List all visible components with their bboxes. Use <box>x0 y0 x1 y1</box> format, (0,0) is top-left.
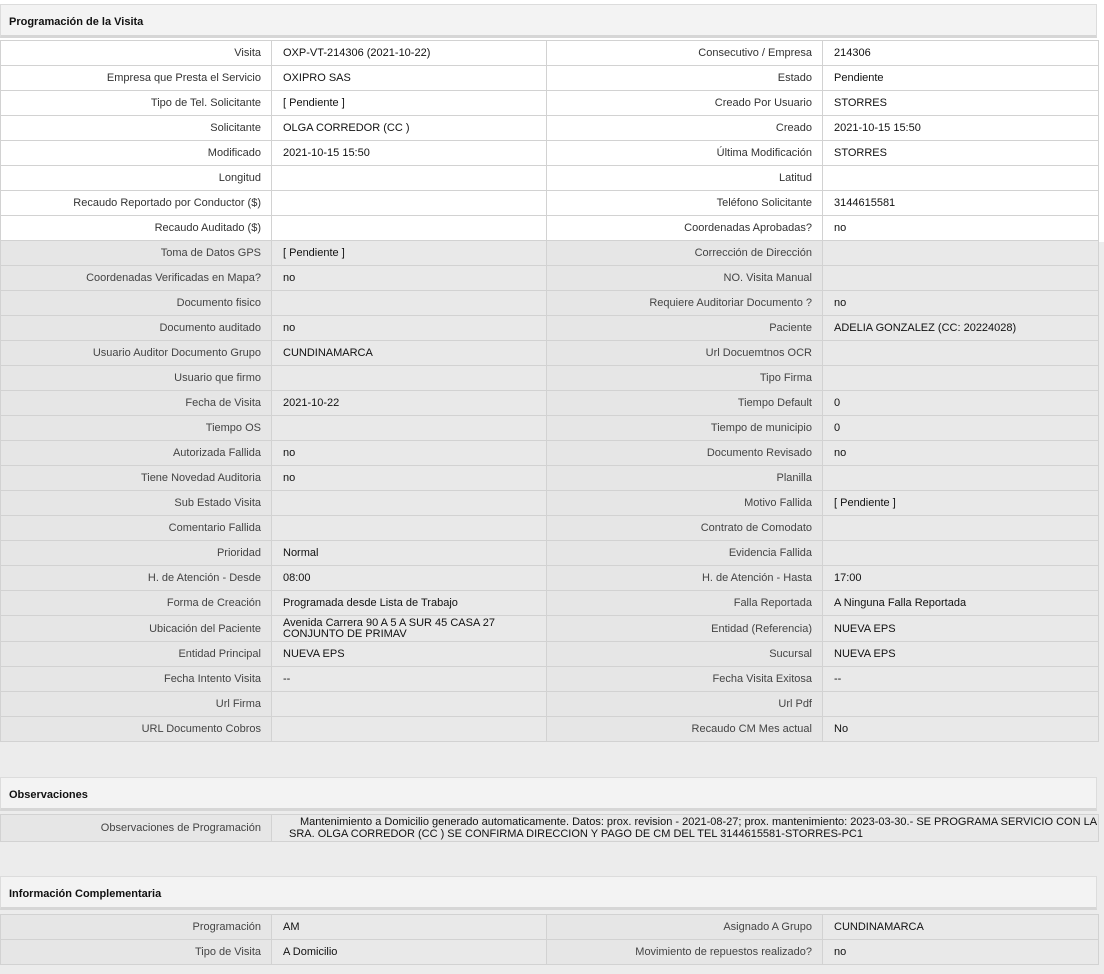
field-label: Tipo Firma <box>547 366 823 391</box>
field-row <box>1 541 1099 566</box>
field-value: Normal <box>272 541 547 566</box>
field-label: Movimiento de repuestos realizado? <box>547 940 823 965</box>
field-value: no <box>272 441 547 466</box>
field-label: Planilla <box>547 466 823 491</box>
field-row <box>1 66 1099 91</box>
field-value: STORRES <box>823 91 1099 116</box>
field-value: 2021-10-15 15:50 <box>823 116 1099 141</box>
field-value: OXIPRO SAS <box>272 66 547 91</box>
field-value: 2021-10-22 <box>272 391 547 416</box>
field-label: Url Docuemtnos OCR <box>547 341 823 366</box>
field-value: [ Pendiente ] <box>272 91 547 116</box>
field-label: Empresa que Presta el Servicio <box>1 66 272 91</box>
field-label: Evidencia Fallida <box>547 541 823 566</box>
field-row <box>1 667 1099 692</box>
field-label: Coordenadas Verificadas en Mapa? <box>1 266 272 291</box>
field-label: Forma de Creación <box>1 591 272 616</box>
field-label: Recaudo CM Mes actual <box>547 717 823 742</box>
field-label: Latitud <box>547 166 823 191</box>
field-label: Paciente <box>547 316 823 341</box>
field-row <box>1 166 1099 191</box>
field-value: Pendiente <box>823 66 1099 91</box>
field-label: Ubicación del Paciente <box>1 616 272 642</box>
field-value: No <box>823 717 1099 742</box>
field-label: Tiempo de municipio <box>547 416 823 441</box>
field-value: 08:00 <box>272 566 547 591</box>
field-row <box>1 591 1099 616</box>
field-value <box>272 416 547 441</box>
field-row <box>1 141 1099 166</box>
field-label: Usuario Auditor Documento Grupo <box>1 341 272 366</box>
field-value: CUNDINAMARCA <box>823 915 1099 940</box>
field-label: Fecha Intento Visita <box>1 667 272 692</box>
field-row <box>1 491 1099 516</box>
field-label: Tipo de Visita <box>1 940 272 965</box>
field-label: Tiempo Default <box>547 391 823 416</box>
field-row <box>1 366 1099 391</box>
field-label: Falla Reportada <box>547 591 823 616</box>
field-row <box>1 216 1099 241</box>
observaciones-table <box>0 814 1099 842</box>
field-value <box>272 166 547 191</box>
field-label: Documento Revisado <box>547 441 823 466</box>
field-label: Longitud <box>1 166 272 191</box>
field-value <box>823 166 1099 191</box>
field-value: NUEVA EPS <box>823 642 1099 667</box>
field-value: no <box>272 266 547 291</box>
field-label: Corrección de Dirección <box>547 241 823 266</box>
field-value: Programada desde Lista de Trabajo <box>272 591 547 616</box>
field-row <box>1 41 1099 66</box>
field-label: Autorizada Fallida <box>1 441 272 466</box>
field-label: URL Documento Cobros <box>1 717 272 742</box>
field-value: A Ninguna Falla Reportada <box>823 591 1099 616</box>
field-label: Recaudo Auditado ($) <box>1 216 272 241</box>
observaciones-value <box>272 815 1099 842</box>
field-value <box>823 341 1099 366</box>
field-value: [ Pendiente ] <box>272 241 547 266</box>
field-label: Estado <box>547 66 823 91</box>
field-value: 17:00 <box>823 566 1099 591</box>
field-value <box>823 241 1099 266</box>
field-value: 2021-10-15 15:50 <box>272 141 547 166</box>
field-label: Tiempo OS <box>1 416 272 441</box>
field-row <box>1 391 1099 416</box>
field-row <box>1 441 1099 466</box>
field-row <box>1 291 1099 316</box>
field-label: Consecutivo / Empresa <box>547 41 823 66</box>
field-row <box>1 717 1099 742</box>
field-value: -- <box>272 667 547 692</box>
field-value <box>823 366 1099 391</box>
field-label: Creado <box>547 116 823 141</box>
field-value: no <box>823 291 1099 316</box>
field-row <box>1 266 1099 291</box>
field-row <box>1 466 1099 491</box>
field-label: Entidad Principal <box>1 642 272 667</box>
field-row <box>1 91 1099 116</box>
field-value <box>272 717 547 742</box>
field-value <box>272 366 547 391</box>
field-row <box>1 692 1099 717</box>
field-value: no <box>823 216 1099 241</box>
field-label: H. de Atención - Desde <box>1 566 272 591</box>
field-value: ADELIA GONZALEZ (CC: 20224028) <box>823 316 1099 341</box>
section-header-programacion: Programación de la Visita <box>0 4 1097 38</box>
field-value: NUEVA EPS <box>823 616 1099 642</box>
field-value: [ Pendiente ] <box>823 491 1099 516</box>
field-value <box>823 516 1099 541</box>
field-row <box>1 516 1099 541</box>
field-label: Visita <box>1 41 272 66</box>
field-label: Modificado <box>1 141 272 166</box>
field-label: Última Modificación <box>547 141 823 166</box>
field-label: Coordenadas Aprobadas? <box>547 216 823 241</box>
observaciones-row <box>1 815 1099 842</box>
field-label: Asignado A Grupo <box>547 915 823 940</box>
field-label: NO. Visita Manual <box>547 266 823 291</box>
field-label: Sucursal <box>547 642 823 667</box>
section-header-observaciones: Observaciones <box>0 777 1097 811</box>
field-label: Comentario Fallida <box>1 516 272 541</box>
field-value: CUNDINAMARCA <box>272 341 547 366</box>
field-label: Fecha de Visita <box>1 391 272 416</box>
field-label: Documento auditado <box>1 316 272 341</box>
field-value: OLGA CORREDOR (CC ) <box>272 116 547 141</box>
field-value <box>823 692 1099 717</box>
field-value: no <box>272 466 547 491</box>
field-label: Url Pdf <box>547 692 823 717</box>
field-value: AM <box>272 915 547 940</box>
field-row <box>1 341 1099 366</box>
field-label: Requiere Auditoriar Documento ? <box>547 291 823 316</box>
field-label: Motivo Fallida <box>547 491 823 516</box>
field-row <box>1 241 1099 266</box>
field-label: Programación <box>1 915 272 940</box>
field-value: 0 <box>823 416 1099 441</box>
observaciones-label: Observaciones de Programación <box>1 815 272 842</box>
field-row <box>1 116 1099 141</box>
field-label: Toma de Datos GPS <box>1 241 272 266</box>
field-value: 214306 <box>823 41 1099 66</box>
programacion-table <box>0 40 1099 742</box>
field-value: no <box>272 316 547 341</box>
field-label: Contrato de Comodato <box>547 516 823 541</box>
field-row <box>1 191 1099 216</box>
field-row <box>1 316 1099 341</box>
field-label: Prioridad <box>1 541 272 566</box>
field-value <box>272 516 547 541</box>
field-label: Recaudo Reportado por Conductor ($) <box>1 191 272 216</box>
field-row <box>1 642 1099 667</box>
field-label: Sub Estado Visita <box>1 491 272 516</box>
field-value <box>272 491 547 516</box>
field-label: Tiene Novedad Auditoria <box>1 466 272 491</box>
field-row <box>1 566 1099 591</box>
field-value: OXP-VT-214306 (2021-10-22) <box>272 41 547 66</box>
field-row <box>1 940 1099 965</box>
field-value <box>272 216 547 241</box>
field-label: Tipo de Tel. Solicitante <box>1 91 272 116</box>
field-label: Solicitante <box>1 116 272 141</box>
field-value: 3144615581 <box>823 191 1099 216</box>
field-label: Fecha Visita Exitosa <box>547 667 823 692</box>
field-value: A Domicilio <box>272 940 547 965</box>
field-label: Url Firma <box>1 692 272 717</box>
field-row <box>1 915 1099 940</box>
field-label: Creado Por Usuario <box>547 91 823 116</box>
field-value: no <box>823 940 1099 965</box>
field-label: Entidad (Referencia) <box>547 616 823 642</box>
field-row <box>1 616 1099 642</box>
field-value: NUEVA EPS <box>272 642 547 667</box>
section-header-info: Información Complementaria <box>0 876 1097 910</box>
field-value <box>823 541 1099 566</box>
field-label: Usuario que firmo <box>1 366 272 391</box>
field-value <box>272 191 547 216</box>
field-label: Teléfono Solicitante <box>547 191 823 216</box>
field-value <box>272 692 547 717</box>
field-value: no <box>823 441 1099 466</box>
info-complementaria-table <box>0 914 1099 965</box>
field-value <box>823 466 1099 491</box>
observaciones-text: Mantenimiento a Domicilio generado automaticamente. Datos: prox. revision - 2021-08-27; prox. mantenimiento: 2023-03-30.- SE PROGRAMA SERVICIO CON LA SRA. OLGA CORREDOR (CC ) SE CONFIRMA DIRECCION Y PAGO DE CM DEL TEL 3144615581-STORRES-PC1 <box>289 816 1097 840</box>
field-value <box>272 291 547 316</box>
field-value <box>823 266 1099 291</box>
field-value: STORRES <box>823 141 1099 166</box>
field-value: -- <box>823 667 1099 692</box>
field-value: Avenida Carrera 90 A 5 A SUR 45 CASA 27 CONJUNTO DE PRIMAV <box>272 616 547 642</box>
field-row <box>1 416 1099 441</box>
field-label: Documento fisico <box>1 291 272 316</box>
field-value: 0 <box>823 391 1099 416</box>
field-label: H. de Atención - Hasta <box>547 566 823 591</box>
